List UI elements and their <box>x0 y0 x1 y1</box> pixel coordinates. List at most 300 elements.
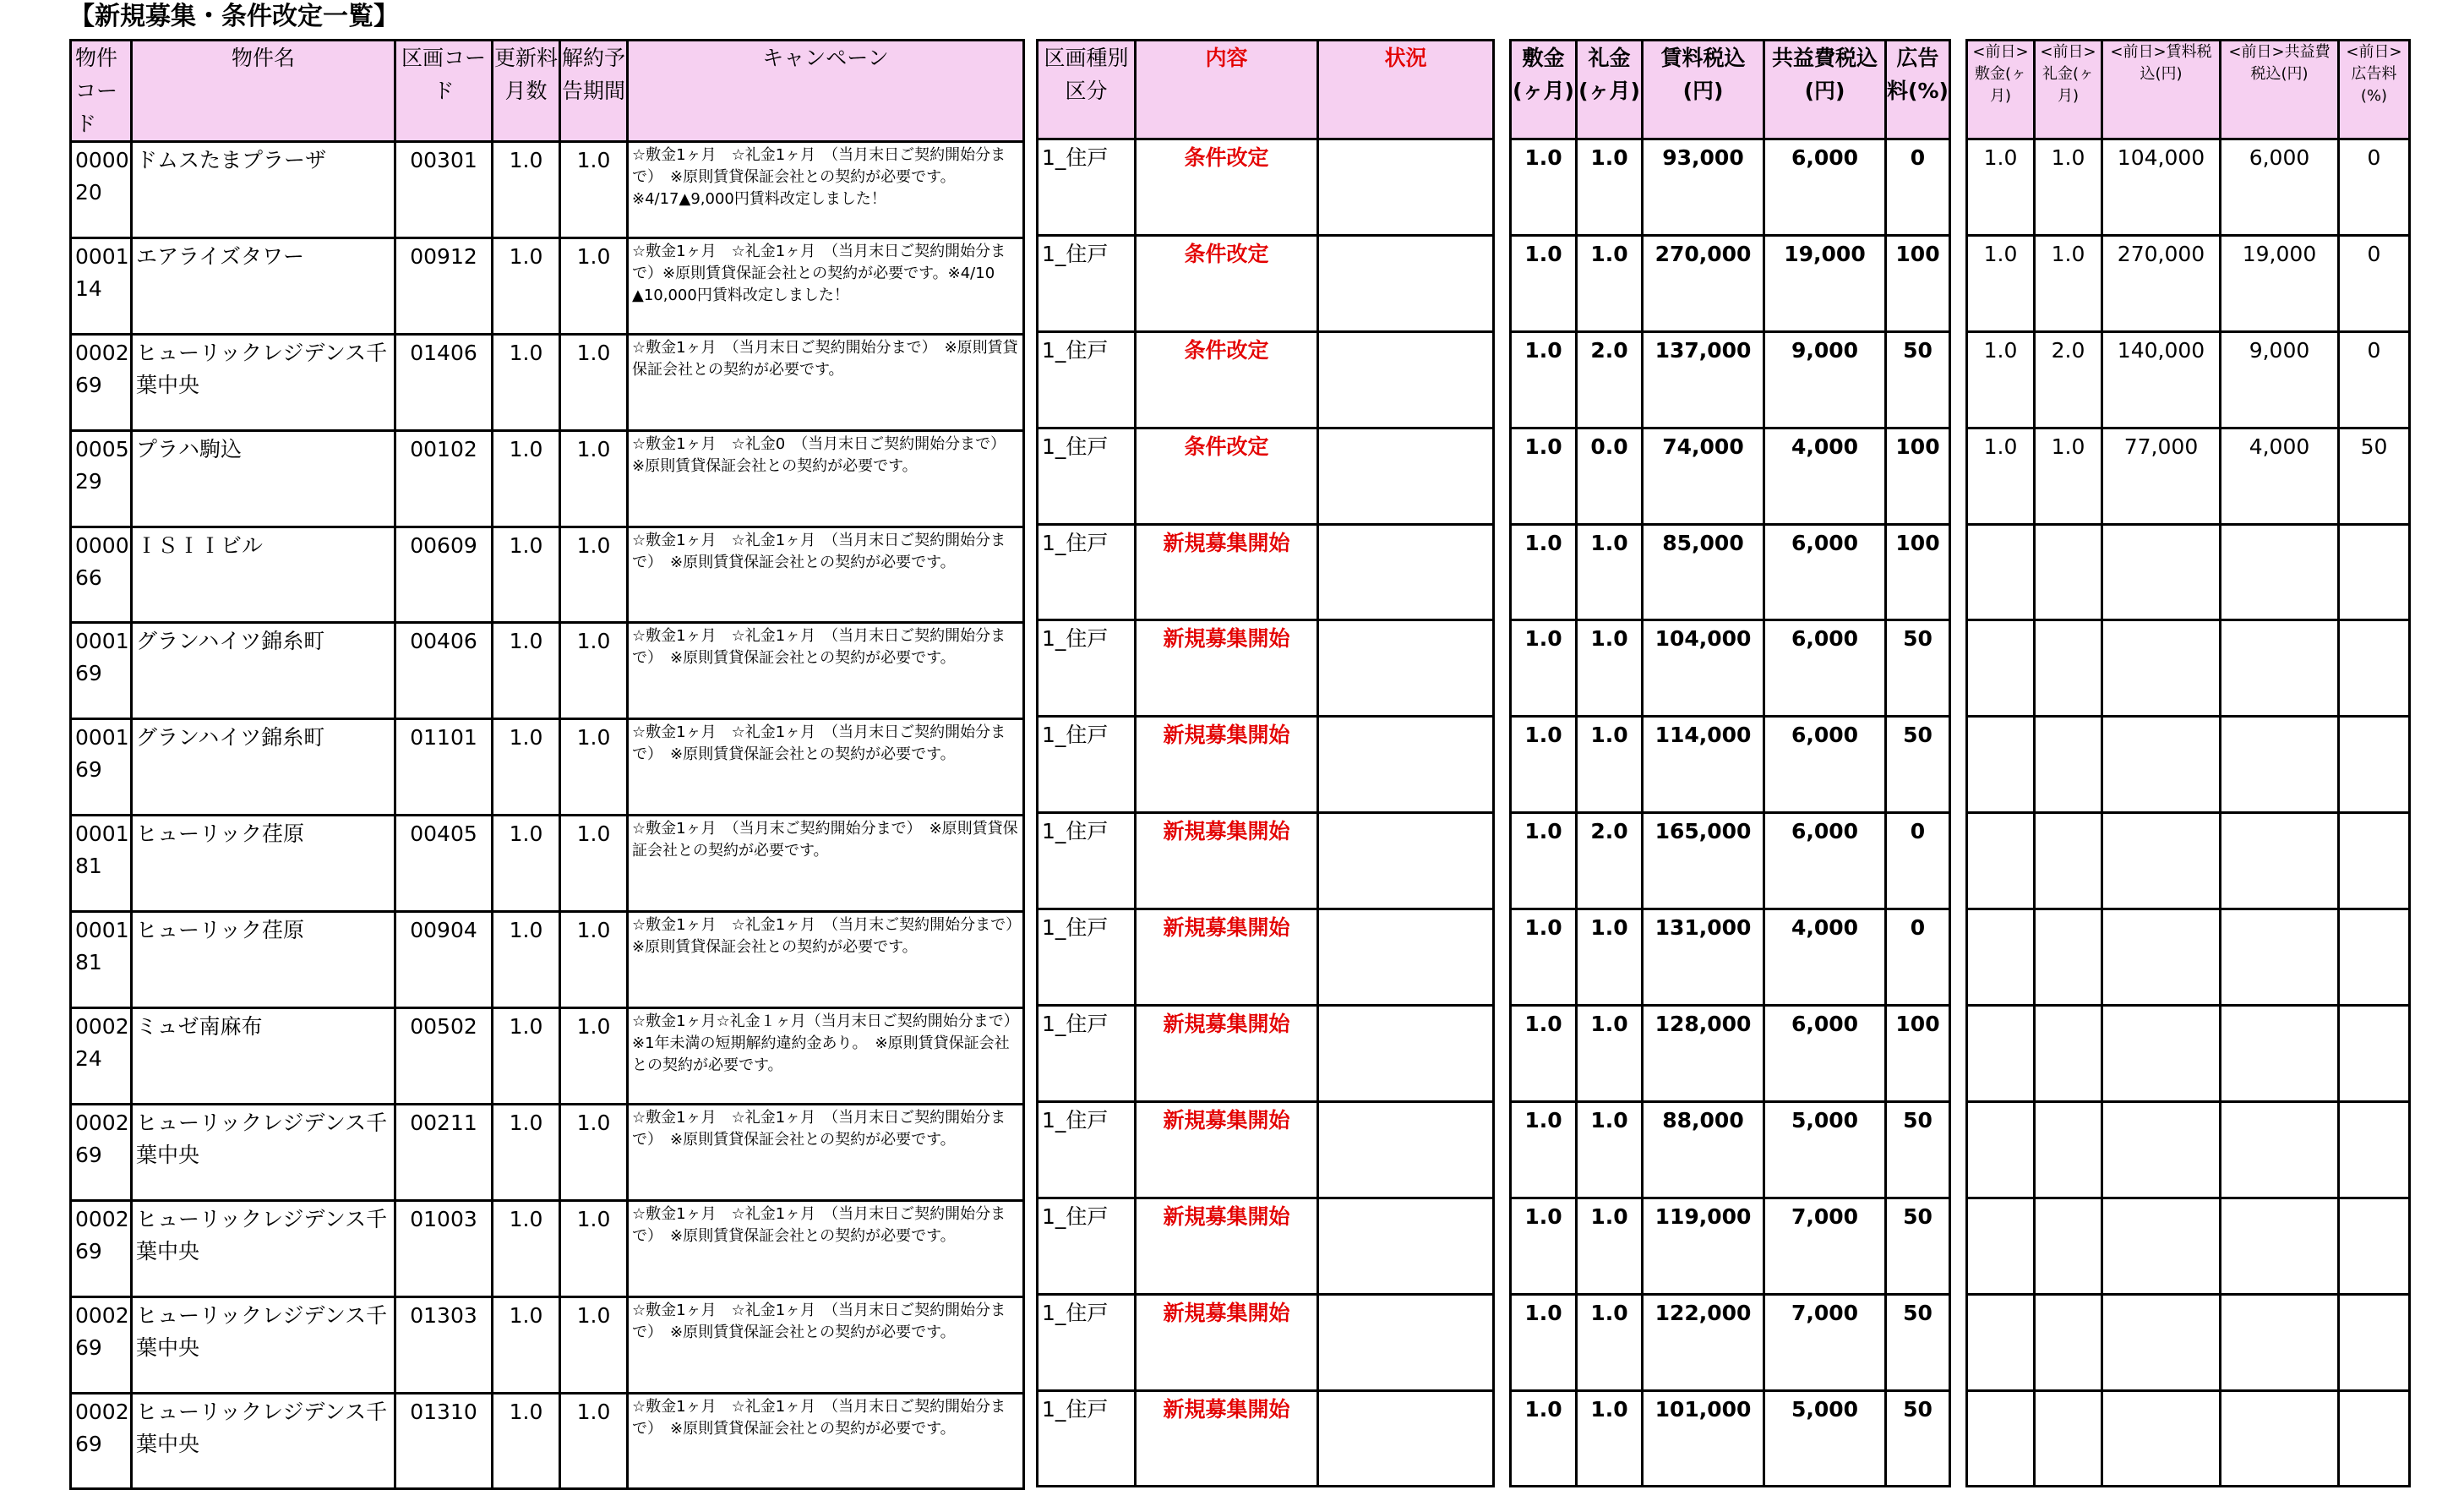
property-name: ヒューリックレジデンス千葉中央 <box>132 1393 395 1489</box>
notice-period: 1.0 <box>560 816 628 912</box>
property-name: プラハ駒込 <box>132 430 395 527</box>
property-name: エアライズタワー <box>132 237 395 334</box>
prev-common-fee-value <box>2221 1294 2339 1390</box>
prev-key-money-value <box>2035 717 2102 813</box>
deposit-value: 1.0 <box>1511 909 1577 1006</box>
deposit-value: 1.0 <box>1511 1390 1577 1487</box>
table-row <box>71 1296 1024 1393</box>
status-value <box>1318 139 1494 236</box>
campaign-text: ☆敷金1ヶ月 （当月末日ご契約開始分まで） ※原則賃貸保証会社との契約が必要です。 <box>628 334 1024 430</box>
header-rent: 賃料税込(円) <box>1643 41 1764 139</box>
prev-ad-fee-value <box>2339 524 2410 620</box>
table-row <box>1038 1198 1494 1294</box>
table-row <box>1967 235 2410 331</box>
key-money-value: 1.0 <box>1577 1390 1643 1487</box>
unit-type: 1_住戸 <box>1038 524 1136 620</box>
status-value <box>1318 620 1494 717</box>
header-property-name: 物件名 <box>132 41 395 142</box>
key-money-value: 1.0 <box>1577 1294 1643 1390</box>
key-money-value: 1.0 <box>1577 1006 1643 1102</box>
prev-deposit-value: 1.0 <box>1967 139 2035 236</box>
table-row <box>1511 428 1950 524</box>
header-prev-rent: <前日>賃料税込(円) <box>2102 41 2221 139</box>
property-code: 000181 <box>71 912 132 1008</box>
property-code: 000224 <box>71 1008 132 1105</box>
table-row <box>1038 909 1494 1006</box>
deposit-value: 1.0 <box>1511 1006 1577 1102</box>
prev-ad-fee-value <box>2339 1198 2410 1294</box>
common-fee-value: 6,000 <box>1764 139 1886 236</box>
prev-rent-value <box>2102 1198 2221 1294</box>
table-row <box>1511 524 1950 620</box>
prev-ad-fee-value <box>2339 1101 2410 1198</box>
prev-rent-value <box>2102 1006 2221 1102</box>
table-row <box>71 1200 1024 1296</box>
table-row <box>1967 524 2410 620</box>
status-value <box>1318 1101 1494 1198</box>
property-name: ヒューリックレジデンス千葉中央 <box>132 334 395 430</box>
prev-deposit-value: 1.0 <box>1967 235 2035 331</box>
unit-code: 00405 <box>395 816 493 912</box>
key-money-value: 1.0 <box>1577 235 1643 331</box>
notice-period: 1.0 <box>560 1104 628 1200</box>
ad-fee-value: 50 <box>1886 1390 1950 1487</box>
table-row <box>71 623 1024 719</box>
unit-code: 00904 <box>395 912 493 1008</box>
prev-key-money-value: 1.0 <box>2035 235 2102 331</box>
property-name: グランハイツ錦糸町 <box>132 719 395 816</box>
deposit-value: 1.0 <box>1511 331 1577 428</box>
renewal-months: 1.0 <box>493 719 560 816</box>
common-fee-value: 19,000 <box>1764 235 1886 331</box>
content-label: 新規募集開始 <box>1136 909 1318 1006</box>
header-unit-type: 区画種別区分 <box>1038 41 1136 139</box>
prev-common-fee-value: 4,000 <box>2221 428 2339 524</box>
deposit-value: 1.0 <box>1511 813 1577 909</box>
rent-value: 270,000 <box>1643 235 1764 331</box>
deposit-value: 1.0 <box>1511 717 1577 813</box>
ad-fee-value: 100 <box>1886 235 1950 331</box>
prev-deposit-value <box>1967 1390 2035 1487</box>
deposit-value: 1.0 <box>1511 1101 1577 1198</box>
key-money-value: 1.0 <box>1577 1198 1643 1294</box>
deposit-value: 1.0 <box>1511 1198 1577 1294</box>
notice-period: 1.0 <box>560 430 628 527</box>
campaign-text: ☆敷金1ヶ月 ☆礼金1ヶ月 （当月末日ご契約開始分まで） ※原則賃貸保証会社との契約が必要です。 <box>628 1200 1024 1296</box>
property-code: 000169 <box>71 719 132 816</box>
prev-deposit-value <box>1967 813 2035 909</box>
prev-common-fee-value <box>2221 813 2339 909</box>
header-campaign: キャンペーン <box>628 41 1024 142</box>
campaign-text: ☆敷金1ヶ月☆礼金１ヶ月（当月末日ご契約開始分まで） ※1年未満の短期解約違約金あり。 ※原則賃貸保証会社との契約が必要です。 <box>628 1008 1024 1105</box>
common-fee-value: 6,000 <box>1764 717 1886 813</box>
unit-type: 1_住戸 <box>1038 1198 1136 1294</box>
campaign-text: ☆敷金1ヶ月 ☆礼金1ヶ月 （当月末日ご契約開始分まで） ※原則賃貸保証会社との契約が必要です。 <box>628 623 1024 719</box>
renewal-months: 1.0 <box>493 1296 560 1393</box>
property-code: 000169 <box>71 623 132 719</box>
status-value <box>1318 524 1494 620</box>
table-row <box>71 237 1024 334</box>
renewal-months: 1.0 <box>493 237 560 334</box>
prev-deposit-value <box>1967 909 2035 1006</box>
unit-code: 00406 <box>395 623 493 719</box>
ad-fee-value: 50 <box>1886 620 1950 717</box>
common-fee-value: 7,000 <box>1764 1198 1886 1294</box>
unit-type: 1_住戸 <box>1038 717 1136 813</box>
key-money-value: 2.0 <box>1577 331 1643 428</box>
renewal-months: 1.0 <box>493 1200 560 1296</box>
prev-ad-fee-value: 0 <box>2339 331 2410 428</box>
rent-value: 85,000 <box>1643 524 1764 620</box>
table-row <box>1967 428 2410 524</box>
prev-common-fee-value <box>2221 620 2339 717</box>
unit-code: 00301 <box>395 142 493 238</box>
prev-deposit-value <box>1967 1101 2035 1198</box>
rent-value: 93,000 <box>1643 139 1764 236</box>
property-code: 000114 <box>71 237 132 334</box>
unit-type: 1_住戸 <box>1038 909 1136 1006</box>
table-row <box>71 334 1024 430</box>
table-row <box>1967 1101 2410 1198</box>
unit-code: 01406 <box>395 334 493 430</box>
campaign-text: ☆敷金1ヶ月 ☆礼金1ヶ月 （当月末日ご契約開始分まで） ※原則賃貸保証会社との契約が必要です。 <box>628 1393 1024 1489</box>
prev-ad-fee-value <box>2339 1390 2410 1487</box>
header-prev-key-money: <前日>礼金(ヶ月) <box>2035 41 2102 139</box>
prev-deposit-value <box>1967 717 2035 813</box>
prev-ad-fee-value <box>2339 717 2410 813</box>
prev-rent-value <box>2102 1101 2221 1198</box>
status-value <box>1318 717 1494 813</box>
table-row <box>1511 1006 1950 1102</box>
table-row <box>71 1104 1024 1200</box>
property-code: 000020 <box>71 142 132 238</box>
unit-type: 1_住戸 <box>1038 331 1136 428</box>
header-key-money: 礼金(ヶ月) <box>1577 41 1643 139</box>
prev-key-money-value <box>2035 1390 2102 1487</box>
table-row <box>71 430 1024 527</box>
table-row <box>1967 909 2410 1006</box>
renewal-months: 1.0 <box>493 1104 560 1200</box>
table-row <box>71 719 1024 816</box>
content-label: 新規募集開始 <box>1136 524 1318 620</box>
prev-common-fee-value <box>2221 717 2339 813</box>
property-name: ＩＳＩＩビル <box>132 527 395 623</box>
rent-value: 104,000 <box>1643 620 1764 717</box>
table-row <box>1038 1101 1494 1198</box>
property-table <box>69 39 1029 1490</box>
property-name: グランハイツ錦糸町 <box>132 623 395 719</box>
content-label: 新規募集開始 <box>1136 1006 1318 1102</box>
header-prev-common-fee: <前日>共益費税込(円) <box>2221 41 2339 139</box>
table-row <box>71 1008 1024 1105</box>
header-prev-ad-fee: <前日>広告料(%) <box>2339 41 2410 139</box>
property-code: 000269 <box>71 334 132 430</box>
table-row <box>1511 1198 1950 1294</box>
table-row <box>1511 909 1950 1006</box>
table-row <box>1038 1006 1494 1102</box>
table-row <box>1038 620 1494 717</box>
campaign-text: ☆敷金1ヶ月 ☆礼金1ヶ月 （当月末ご契約開始分まで） ※原則賃貸保証会社との契約が必要です。 <box>628 912 1024 1008</box>
prev-common-fee-value: 9,000 <box>2221 331 2339 428</box>
renewal-months: 1.0 <box>493 430 560 527</box>
table-row <box>1967 717 2410 813</box>
prev-key-money-value <box>2035 620 2102 717</box>
prev-key-money-value <box>2035 1198 2102 1294</box>
table-row <box>1038 428 1494 524</box>
header-content: 内容 <box>1136 41 1318 139</box>
property-name: ヒューリックレジデンス千葉中央 <box>132 1296 395 1393</box>
content-label: 新規募集開始 <box>1136 1101 1318 1198</box>
prev-ad-fee-value: 0 <box>2339 235 2410 331</box>
notice-period: 1.0 <box>560 334 628 430</box>
common-fee-value: 4,000 <box>1764 428 1886 524</box>
notice-period: 1.0 <box>560 237 628 334</box>
campaign-text: ☆敷金1ヶ月 ☆礼金0 （当月末日ご契約開始分まで） ※原則賃貸保証会社との契約が必要です。 <box>628 430 1024 527</box>
table-row <box>1038 524 1494 620</box>
table-row <box>1967 620 2410 717</box>
header-deposit: 敷金(ヶ月) <box>1511 41 1577 139</box>
prev-common-fee-value: 6,000 <box>2221 139 2339 236</box>
key-money-value: 1.0 <box>1577 1101 1643 1198</box>
table-row <box>71 1393 1024 1489</box>
prev-rent-value: 140,000 <box>2102 331 2221 428</box>
unit-code: 00609 <box>395 527 493 623</box>
rent-value: 88,000 <box>1643 1101 1764 1198</box>
unit-code: 00502 <box>395 1008 493 1105</box>
rent-value: 131,000 <box>1643 909 1764 1006</box>
table-row <box>1967 139 2410 236</box>
common-fee-value: 6,000 <box>1764 1006 1886 1102</box>
prev-deposit-value: 1.0 <box>1967 331 2035 428</box>
notice-period: 1.0 <box>560 719 628 816</box>
property-name: ヒューリック荏原 <box>132 816 395 912</box>
key-money-value: 1.0 <box>1577 524 1643 620</box>
prev-rent-value <box>2102 717 2221 813</box>
rent-value: 122,000 <box>1643 1294 1764 1390</box>
notice-period: 1.0 <box>560 1296 628 1393</box>
common-fee-value: 5,000 <box>1764 1390 1886 1487</box>
unit-type: 1_住戸 <box>1038 139 1136 236</box>
common-fee-value: 7,000 <box>1764 1294 1886 1390</box>
header-common-fee: 共益費税込(円) <box>1764 41 1886 139</box>
notice-period: 1.0 <box>560 527 628 623</box>
rent-value: 128,000 <box>1643 1006 1764 1102</box>
table-row <box>1511 1294 1950 1390</box>
status-value <box>1318 1006 1494 1102</box>
content-label: 条件改定 <box>1136 139 1318 236</box>
header-renewal-months: 更新料月数 <box>493 41 560 142</box>
header-notice-period: 解約予告期間 <box>560 41 628 142</box>
campaign-text: ☆敷金1ヶ月 ☆礼金1ヶ月 （当月末日ご契約開始分まで） ※原則賃貸保証会社との契約が必要です。※4/17▲9,000円賃料改定しました！ <box>628 142 1024 238</box>
unit-type: 1_住戸 <box>1038 235 1136 331</box>
prev-key-money-value <box>2035 1006 2102 1102</box>
deposit-value: 1.0 <box>1511 235 1577 331</box>
table-row <box>71 912 1024 1008</box>
common-fee-value: 5,000 <box>1764 1101 1886 1198</box>
content-label: 条件改定 <box>1136 428 1318 524</box>
content-label: 新規募集開始 <box>1136 813 1318 909</box>
ad-fee-value: 50 <box>1886 717 1950 813</box>
content-label: 新規募集開始 <box>1136 1390 1318 1487</box>
table-row <box>1511 1101 1950 1198</box>
property-code: 000181 <box>71 816 132 912</box>
prev-rent-value: 77,000 <box>2102 428 2221 524</box>
renewal-months: 1.0 <box>493 912 560 1008</box>
prev-rent-value <box>2102 620 2221 717</box>
prev-ad-fee-value: 0 <box>2339 139 2410 236</box>
campaign-text: ☆敷金1ヶ月 ☆礼金1ヶ月 （当月末日ご契約開始分まで） ※原則賃貸保証会社との契約が必要です。 <box>628 527 1024 623</box>
ad-fee-value: 50 <box>1886 1101 1950 1198</box>
prev-rent-value <box>2102 1294 2221 1390</box>
prev-ad-fee-value <box>2339 1294 2410 1390</box>
property-code: 000529 <box>71 430 132 527</box>
header-unit-code: 区画コード <box>395 41 493 142</box>
notice-period: 1.0 <box>560 623 628 719</box>
status-table <box>1036 39 1495 1487</box>
table-row <box>1511 813 1950 909</box>
unit-type: 1_住戸 <box>1038 1101 1136 1198</box>
table-row <box>1511 331 1950 428</box>
rent-value: 119,000 <box>1643 1198 1764 1294</box>
content-label: 条件改定 <box>1136 235 1318 331</box>
prev-deposit-value <box>1967 620 2035 717</box>
table-row <box>71 142 1024 238</box>
deposit-value: 1.0 <box>1511 139 1577 236</box>
prev-deposit-value: 1.0 <box>1967 428 2035 524</box>
status-value <box>1318 813 1494 909</box>
renewal-months: 1.0 <box>493 334 560 430</box>
status-value <box>1318 331 1494 428</box>
prev-key-money-value: 1.0 <box>2035 139 2102 236</box>
unit-type: 1_住戸 <box>1038 813 1136 909</box>
prev-ad-fee-value: 50 <box>2339 428 2410 524</box>
prev-common-fee-value <box>2221 524 2339 620</box>
property-code: 000269 <box>71 1393 132 1489</box>
campaign-text: ☆敷金1ヶ月 ☆礼金1ヶ月 （当月末日ご契約開始分まで） ※原則賃貸保証会社との契約が必要です。 <box>628 1296 1024 1393</box>
ad-fee-value: 0 <box>1886 813 1950 909</box>
prev-ad-fee-value <box>2339 813 2410 909</box>
ad-fee-value: 100 <box>1886 1006 1950 1102</box>
deposit-value: 1.0 <box>1511 524 1577 620</box>
rent-value: 74,000 <box>1643 428 1764 524</box>
status-value <box>1318 1294 1494 1390</box>
campaign-text: ☆敷金1ヶ月 ☆礼金1ヶ月 （当月末日ご契約開始分まで）※原則賃貸保証会社との契約が必要です。※4/10 ▲10,000円賃料改定しました！ <box>628 237 1024 334</box>
header-status: 状況 <box>1318 41 1494 139</box>
renewal-months: 1.0 <box>493 1008 560 1105</box>
table-row <box>1967 1006 2410 1102</box>
campaign-text: ☆敷金1ヶ月 （当月末ご契約開始分まで） ※原則賃貸保証会社との契約が必要です。 <box>628 816 1024 912</box>
ad-fee-value: 0 <box>1886 909 1950 1006</box>
table-row <box>1038 1390 1494 1487</box>
property-code: 000269 <box>71 1200 132 1296</box>
prev-deposit-value <box>1967 524 2035 620</box>
status-value <box>1318 235 1494 331</box>
property-name: ヒューリックレジデンス千葉中央 <box>132 1104 395 1200</box>
prev-common-fee-value <box>2221 1101 2339 1198</box>
notice-period: 1.0 <box>560 1008 628 1105</box>
prev-common-fee-value: 19,000 <box>2221 235 2339 331</box>
common-fee-value: 6,000 <box>1764 813 1886 909</box>
ad-fee-value: 100 <box>1886 428 1950 524</box>
key-money-value: 0.0 <box>1577 428 1643 524</box>
prev-rent-value <box>2102 524 2221 620</box>
unit-type: 1_住戸 <box>1038 428 1136 524</box>
table-row <box>1038 235 1494 331</box>
prev-rent-value: 270,000 <box>2102 235 2221 331</box>
prev-rent-value: 104,000 <box>2102 139 2221 236</box>
common-fee-value: 6,000 <box>1764 620 1886 717</box>
status-value <box>1318 428 1494 524</box>
prev-deposit-value <box>1967 1198 2035 1294</box>
prev-ad-fee-value <box>2339 909 2410 1006</box>
table-row <box>1511 235 1950 331</box>
key-money-value: 1.0 <box>1577 139 1643 236</box>
renewal-months: 1.0 <box>493 816 560 912</box>
table-row <box>1967 1294 2410 1390</box>
prev-deposit-value <box>1967 1294 2035 1390</box>
property-name: ヒューリックレジデンス千葉中央 <box>132 1200 395 1296</box>
deposit-value: 1.0 <box>1511 620 1577 717</box>
property-code: 000066 <box>71 527 132 623</box>
content-label: 条件改定 <box>1136 331 1318 428</box>
renewal-months: 1.0 <box>493 623 560 719</box>
prev-ad-fee-value <box>2339 1006 2410 1102</box>
renewal-months: 1.0 <box>493 527 560 623</box>
prev-rent-value <box>2102 1390 2221 1487</box>
prev-key-money-value <box>2035 524 2102 620</box>
content-label: 新規募集開始 <box>1136 620 1318 717</box>
table-row <box>1511 717 1950 813</box>
prev-common-fee-value <box>2221 1006 2339 1102</box>
common-fee-value: 9,000 <box>1764 331 1886 428</box>
prev-key-money-value <box>2035 1294 2102 1390</box>
campaign-text: ☆敷金1ヶ月 ☆礼金1ヶ月 （当月末日ご契約開始分まで） ※原則賃貸保証会社との契約が必要です。 <box>628 1104 1024 1200</box>
notice-period: 1.0 <box>560 142 628 238</box>
key-money-value: 2.0 <box>1577 813 1643 909</box>
prev-rent-value <box>2102 813 2221 909</box>
prev-key-money-value: 2.0 <box>2035 331 2102 428</box>
notice-period: 1.0 <box>560 1393 628 1489</box>
table-row <box>71 816 1024 912</box>
key-money-value: 1.0 <box>1577 909 1643 1006</box>
prev-rent-value <box>2102 909 2221 1006</box>
current-terms-table <box>1509 39 1951 1487</box>
table-row <box>1967 1198 2410 1294</box>
ad-fee-value: 50 <box>1886 1198 1950 1294</box>
table-row <box>1038 331 1494 428</box>
key-money-value: 1.0 <box>1577 717 1643 813</box>
rent-value: 114,000 <box>1643 717 1764 813</box>
ad-fee-value: 0 <box>1886 139 1950 236</box>
table-row <box>1511 620 1950 717</box>
ad-fee-value: 50 <box>1886 1294 1950 1390</box>
unit-type: 1_住戸 <box>1038 620 1136 717</box>
prev-key-money-value <box>2035 813 2102 909</box>
prev-common-fee-value <box>2221 909 2339 1006</box>
table-row <box>71 527 1024 623</box>
prev-key-money-value <box>2035 909 2102 1006</box>
unit-code: 00211 <box>395 1104 493 1200</box>
property-name: ヒューリック荏原 <box>132 912 395 1008</box>
content-label: 新規募集開始 <box>1136 1198 1318 1294</box>
content-label: 新規募集開始 <box>1136 717 1318 813</box>
ad-fee-value: 100 <box>1886 524 1950 620</box>
campaign-text: ☆敷金1ヶ月 ☆礼金1ヶ月 （当月末日ご契約開始分まで） ※原則賃貸保証会社との契約が必要です。 <box>628 719 1024 816</box>
unit-type: 1_住戸 <box>1038 1390 1136 1487</box>
unit-type: 1_住戸 <box>1038 1294 1136 1390</box>
unit-code: 00912 <box>395 237 493 334</box>
header-property-code: 物件コード <box>71 41 132 142</box>
